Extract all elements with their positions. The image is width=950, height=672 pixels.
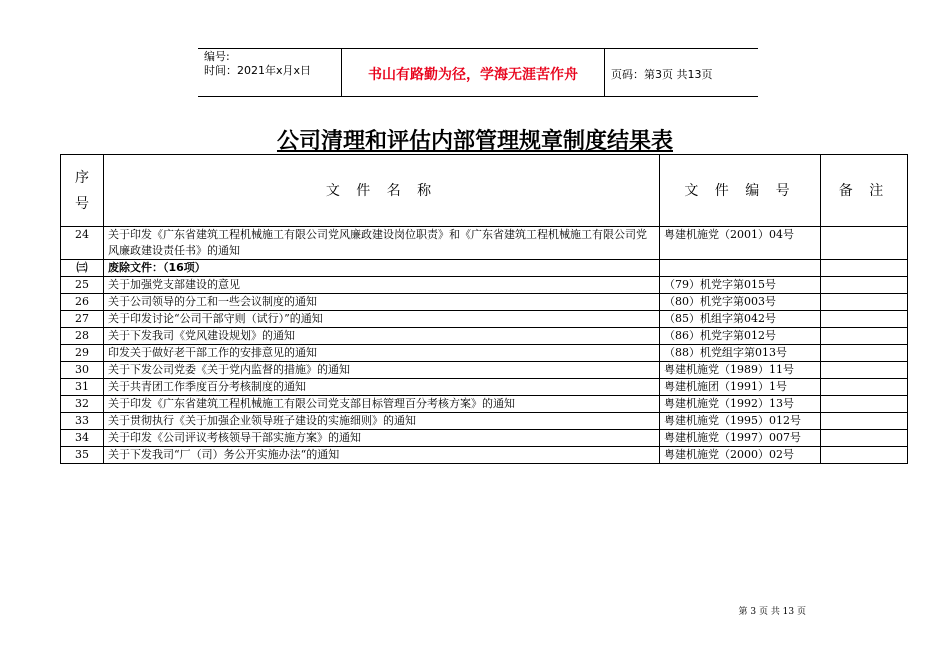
- row-name: 关于贯彻执行《关于加强企业领导班子建设的实施细则》的通知: [104, 413, 660, 430]
- row-name: 关于下发我司“厂（司）务公开实施办法“的通知: [104, 447, 660, 464]
- table-row: [61, 379, 908, 396]
- row-seq: 28: [61, 328, 104, 345]
- row-seq: 31: [61, 379, 104, 396]
- row-name: 关于共青团工作季度百分考核制度的通知: [104, 379, 660, 396]
- row-code: 粤建机施党（1995）012号: [660, 413, 821, 430]
- row-code: （86）机党字第012号: [660, 328, 821, 345]
- table-header-row: [61, 155, 908, 227]
- row-remark: [821, 396, 908, 413]
- row-seq: 27: [61, 311, 104, 328]
- table-row: [61, 227, 908, 260]
- table-row: [61, 413, 908, 430]
- row-remark: [821, 328, 908, 345]
- row-seq: 33: [61, 413, 104, 430]
- col-header-remark: 备 注: [821, 155, 908, 227]
- row-remark: [821, 447, 908, 464]
- header-meta: [204, 50, 311, 78]
- row-remark: [821, 379, 908, 396]
- row-remark: [821, 227, 908, 260]
- table-row: [61, 430, 908, 447]
- table-row: [61, 294, 908, 311]
- row-remark: [821, 413, 908, 430]
- row-seq: ㈢: [61, 260, 104, 277]
- row-remark: [821, 294, 908, 311]
- row-remark: [821, 430, 908, 447]
- table-row: [61, 345, 908, 362]
- table-row-section: [61, 260, 908, 277]
- row-remark: [821, 260, 908, 277]
- row-seq: 30: [61, 362, 104, 379]
- row-code: （79）机党字第015号: [660, 277, 821, 294]
- row-seq: 29: [61, 345, 104, 362]
- row-code: （88）机党组字第013号: [660, 345, 821, 362]
- row-code: 粤建机施党（1992）13号: [660, 396, 821, 413]
- row-remark: [821, 362, 908, 379]
- page-footer: 第 3 页 共 13 页: [738, 607, 806, 617]
- col-header-seq-label: 序号: [75, 169, 89, 212]
- row-code: 粤建机施党（1989）11号: [660, 362, 821, 379]
- table-row: [61, 362, 908, 379]
- header-page-label: 页码：第3页 共13页: [611, 68, 713, 81]
- header-divider: [604, 48, 605, 96]
- row-name: 印发关于做好老干部工作的安排意见的通知: [104, 345, 660, 362]
- doc-number-label: 编号:: [204, 50, 230, 63]
- row-name: 关于印发《广东省建筑工程机械施工有限公司党风廉政建设岗位职责》和《广东省建筑工程机械施工有限公司党风廉政建设责任书》的通知: [104, 227, 660, 260]
- table-row: [61, 277, 908, 294]
- row-name: 关于印发《广东省建筑工程机械施工有限公司党支部目标管理百分考核方案》的通知: [104, 396, 660, 413]
- row-code: 粤建机施党（2001）04号: [660, 227, 821, 260]
- row-name: 关于加强党支部建设的意见: [104, 277, 660, 294]
- table-row: [61, 311, 908, 328]
- table-row: [61, 396, 908, 413]
- header-bottom-rule: [198, 96, 758, 97]
- row-name: 关于印发《公司评议考核领导干部实施方案》的通知: [104, 430, 660, 447]
- row-seq: 26: [61, 294, 104, 311]
- row-remark: [821, 345, 908, 362]
- header-motto: 书山有路勤为径，学海无涯苦作舟: [368, 67, 578, 83]
- col-header-name: 文 件 名 称: [104, 155, 660, 227]
- row-name: 关于公司领导的分工和一些会议制度的通知: [104, 294, 660, 311]
- row-code: （80）机党字第003号: [660, 294, 821, 311]
- table-row: [61, 328, 908, 345]
- row-seq: 24: [61, 227, 104, 260]
- row-code: （85）机组字第042号: [660, 311, 821, 328]
- row-code: 粤建机施党（1997）007号: [660, 430, 821, 447]
- row-code: [660, 260, 821, 277]
- row-name: 废除文件：（16项）: [104, 260, 660, 277]
- row-remark: [821, 311, 908, 328]
- row-code: 粤建机施党（2000）02号: [660, 447, 821, 464]
- row-name: 关于下发公司党委《关于党内监督的措施》的通知: [104, 362, 660, 379]
- table-row: [61, 447, 908, 464]
- col-header-seq: [61, 155, 104, 227]
- regulation-table: [60, 154, 908, 464]
- row-remark: [821, 277, 908, 294]
- row-name: 关于下发我司《党风建设规划》的通知: [104, 328, 660, 345]
- doc-time-label: 时间：2021年x月x日: [204, 64, 312, 77]
- row-seq: 32: [61, 396, 104, 413]
- col-header-code: 文 件 编 号: [660, 155, 821, 227]
- header-top-rule: [198, 48, 758, 49]
- row-name: 关于印发讨论“公司干部守则（试行）”的通知: [104, 311, 660, 328]
- row-seq: 34: [61, 430, 104, 447]
- row-code: 粤建机施团（1991）1号: [660, 379, 821, 396]
- row-seq: 25: [61, 277, 104, 294]
- page-title: 公司清理和评估内部管理规章制度结果表: [276, 129, 673, 154]
- row-seq: 35: [61, 447, 104, 464]
